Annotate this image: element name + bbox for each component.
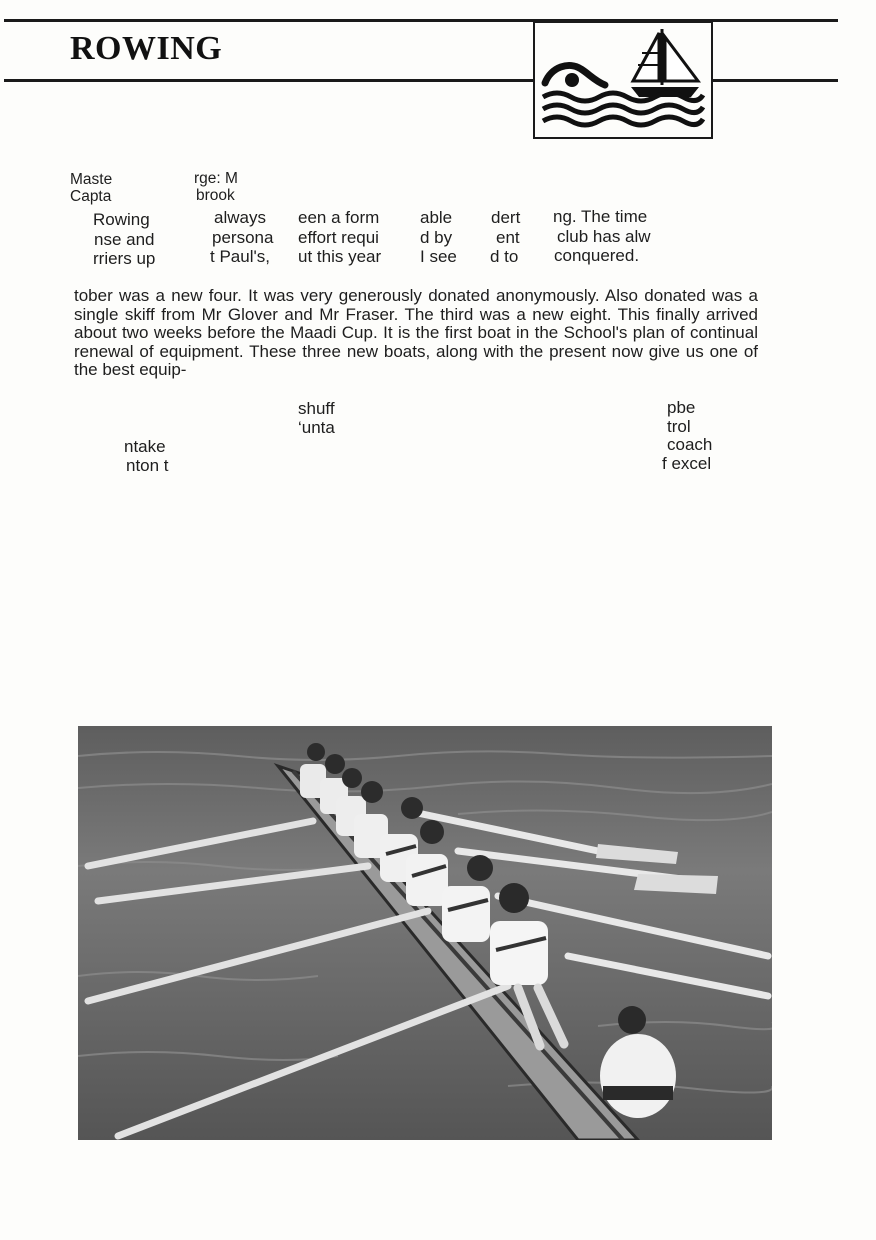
section-logo <box>533 21 713 139</box>
masthead-label-1: Maste <box>70 171 113 188</box>
intro-fragment: able <box>420 208 453 227</box>
masthead-label-2: Capta <box>70 188 112 205</box>
lower-fragment: nton t <box>126 456 169 475</box>
swimmer-and-sailboat-icon <box>535 23 711 137</box>
intro-fragment: persona <box>212 228 274 247</box>
intro-fragment: rriers up <box>93 249 156 268</box>
intro-fragment: een a form <box>298 208 380 227</box>
rowing-crew-photo <box>78 726 772 1140</box>
lower-fragment: f excel <box>662 454 712 473</box>
lower-fragment: ‘unta <box>298 418 335 437</box>
lower-fragment: trol <box>667 417 691 436</box>
intro-fragment: Rowing <box>93 210 150 229</box>
intro-fragment: d by <box>420 228 453 247</box>
intro-fragment: always <box>214 208 266 227</box>
intro-fragment: ent <box>496 228 520 247</box>
lower-fragment: shuff <box>298 399 335 418</box>
rowing-eight-crew-image <box>78 726 772 1140</box>
lower-fragment: ntake <box>124 437 166 456</box>
intro-fragment: ut this year <box>298 247 382 266</box>
masthead-value-1: rge: M <box>194 170 238 187</box>
body-paragraph: tober was a new four. It was very generously donated anonymously. Also donated was a single skiff from Mr Glover and Mr Fraser. The third was a new eight. This finally arrived about two weeks before the Maadi Cup. It is the first boat in the School's plan of continual renewal of equipment. These three new boats, along with the present now give us one of the best equip- <box>74 286 758 380</box>
intro-fragment: club has alw <box>557 227 651 246</box>
intro-fragment: conquered. <box>554 246 640 265</box>
masthead-value-2: brook <box>196 187 235 204</box>
intro-fragment: I see <box>420 247 457 266</box>
lower-fragment: coach <box>667 435 713 454</box>
intro-fragment: ng. The time <box>553 207 648 226</box>
page-title: ROWING <box>70 30 223 67</box>
intro-fragment: t Paul's, <box>210 247 270 266</box>
intro-fragment: effort requi <box>298 228 379 247</box>
intro-fragment: d to <box>490 247 519 266</box>
lower-fragment: pbe <box>667 398 696 417</box>
intro-fragment: nse and <box>94 230 155 249</box>
intro-fragment: dert <box>491 208 521 227</box>
